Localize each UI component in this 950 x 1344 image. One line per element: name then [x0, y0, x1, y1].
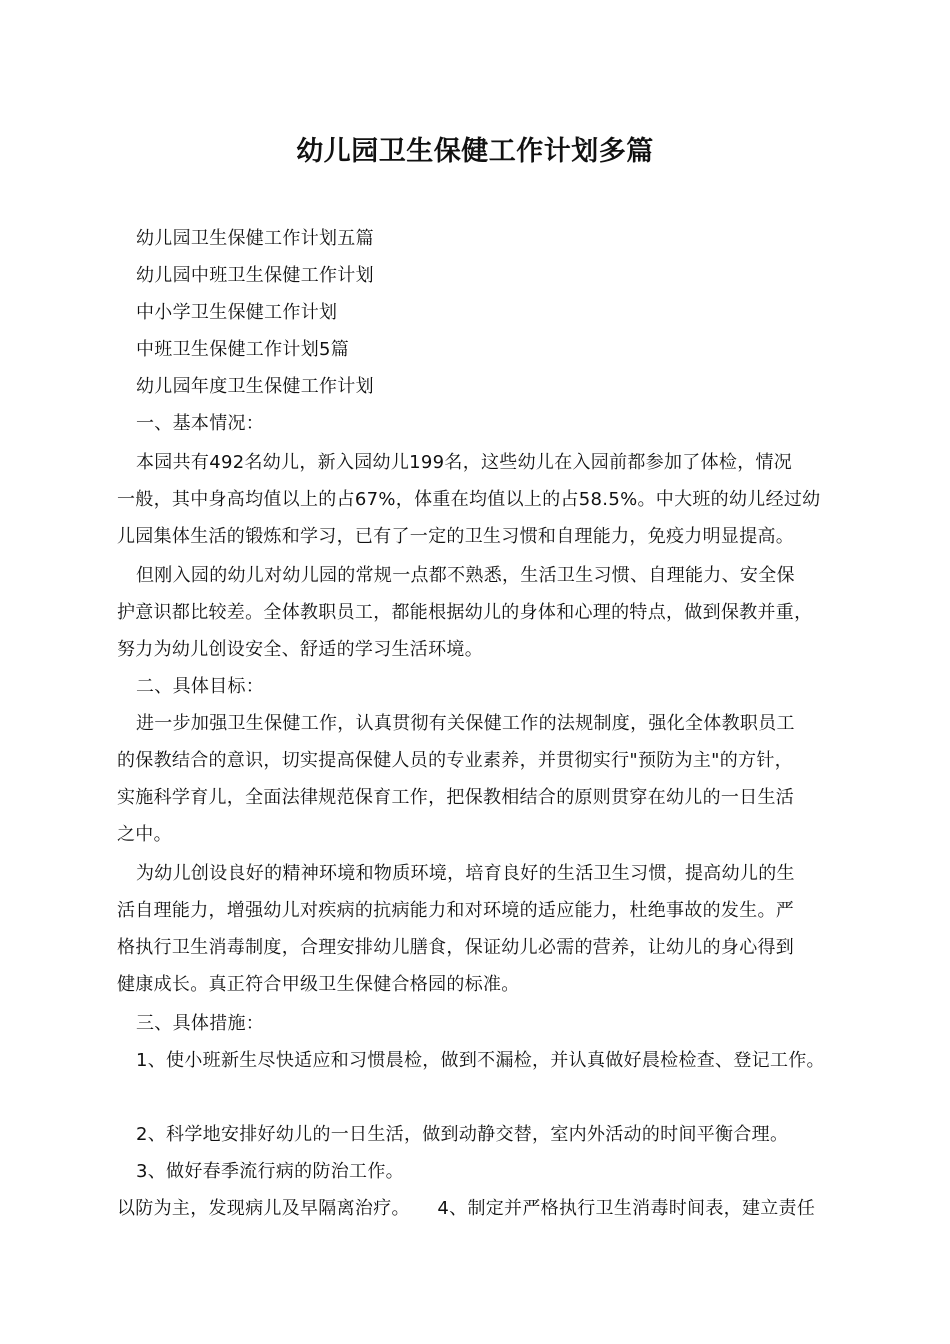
list-item: 1、使小班新生尽快适应和习惯晨检，做到不漏检，并认真做好晨检检查、登记工作。 — [136, 1050, 825, 1071]
paragraph-line: 为幼儿创设良好的精神环境和物质环境，培育良好的生活卫生习惯，提高幼儿的生 — [136, 863, 795, 884]
paragraph-line: 实施科学育儿，全面法律规范保育工作，把保教相结合的原则贯穿在幼儿的一日生活 — [117, 787, 795, 808]
paragraph-line: 护意识都比较差。全体教职员工，都能根据幼儿的身体和心理的特点，做到保教并重， — [117, 602, 813, 623]
paragraph-line: 儿园集体生活的锻炼和学习，已有了一定的卫生习惯和自理能力，免疫力明显提高。 — [117, 526, 795, 547]
list-item: 2、科学地安排好幼儿的一日生活，做到动静交替，室内外活动的时间平衡合理。 — [136, 1124, 789, 1145]
paragraph-line: 进一步加强卫生保健工作，认真贯彻有关保健工作的法规制度，强化全体教职员工 — [136, 713, 795, 734]
paragraph-line: 之中。 — [117, 824, 172, 845]
paragraph-line: 活自理能力，增强幼儿对疾病的抗病能力和对环境的适应能力，杜绝事故的发生。严 — [117, 900, 795, 921]
section-heading: 二、具体目标： — [136, 676, 265, 697]
section-heading: 三、具体措施： — [136, 1013, 265, 1034]
document-title: 幼儿园卫生保健工作计划多篇 — [296, 136, 654, 167]
paragraph-line: 努力为幼儿创设安全、舒适的学习生活环境。 — [117, 639, 483, 660]
section-heading: 一、基本情况： — [136, 413, 265, 434]
toc-item: 幼儿园年度卫生保健工作计划 — [136, 376, 374, 397]
toc-item: 中小学卫生保健工作计划 — [136, 302, 338, 323]
toc-item: 中班卫生保健工作计划5篇 — [136, 339, 350, 360]
paragraph-line: 但刚入园的幼儿对幼儿园的常规一点都不熟悉，生活卫生习惯、自理能力、安全保 — [136, 565, 795, 586]
toc-item: 幼儿园卫生保健工作计划五篇 — [136, 228, 374, 249]
paragraph-line: 本园共有492名幼儿，新入园幼儿199名，这些幼儿在入园前都参加了体检，情况 — [136, 452, 793, 473]
list-item: 3、做好春季流行病的防治工作。 — [136, 1161, 404, 1182]
paragraph-line: 格执行卫生消毒制度，合理安排幼儿膳食，保证幼儿必需的营养，让幼儿的身心得到 — [117, 937, 795, 958]
toc-item: 幼儿园中班卫生保健工作计划 — [136, 265, 374, 286]
paragraph-line: 以防为主，发现病儿及早隔离治疗。 4、制定并严格执行卫生消毒时间表，建立责任 — [117, 1198, 816, 1219]
paragraph-line: 一般，其中身高均值以上的占67%，体重在均值以上的占58.5%。中大班的幼儿经过幼 — [117, 489, 821, 510]
paragraph-line: 的保教结合的意识，切实提高保健人员的专业素养，并贯彻实行"预防为主"的方针， — [117, 750, 793, 771]
paragraph-line: 健康成长。真正符合甲级卫生保健合格园的标准。 — [117, 974, 520, 995]
